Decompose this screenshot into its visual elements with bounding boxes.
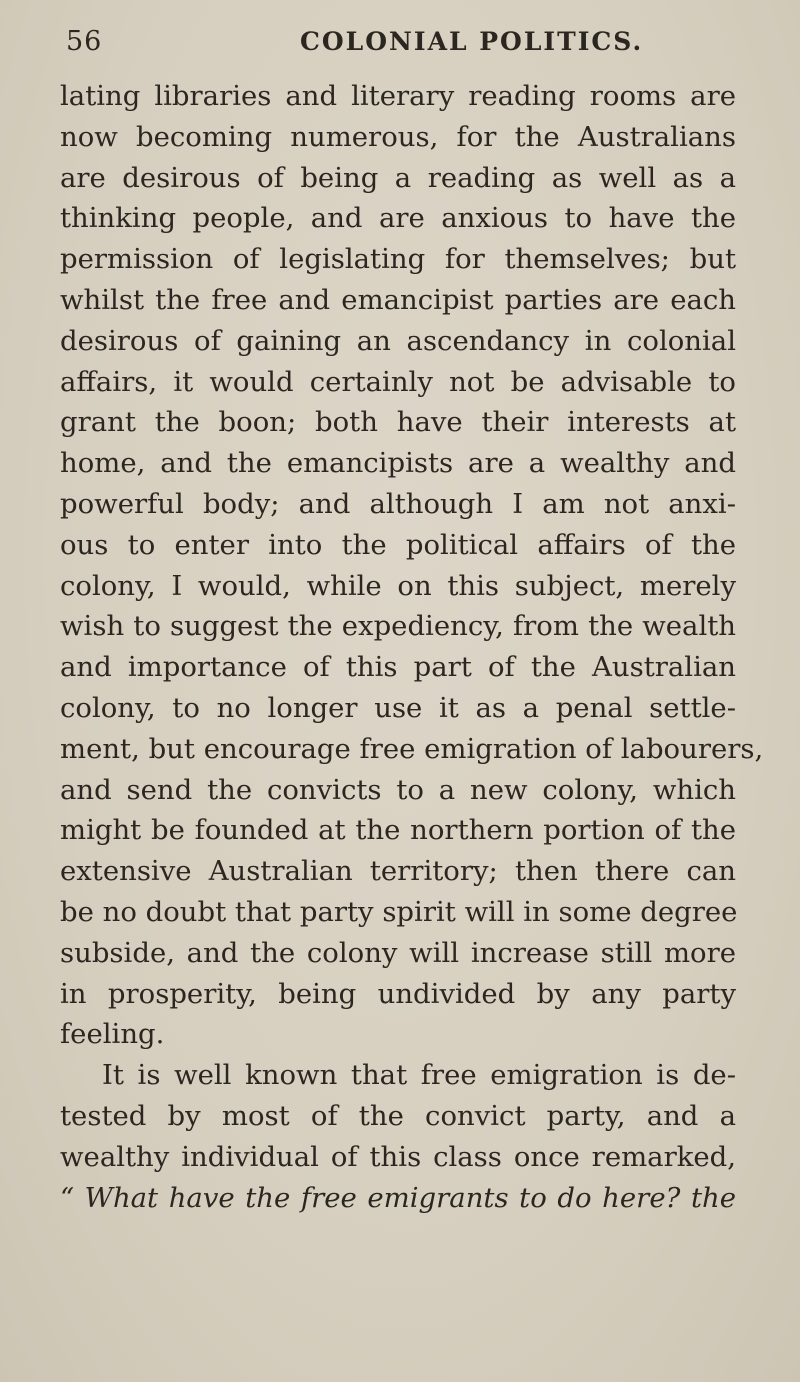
text-line: wealthy individual of this class once remarked, — [60, 1140, 736, 1173]
text-line: whilst the free and emancipist parties are each — [60, 283, 736, 316]
text-line: tested by most of the convict party, and a — [60, 1099, 736, 1132]
text-line: might be founded at the northern portion of the — [60, 814, 736, 847]
text-line: grant the boon; both have their interests at — [60, 406, 736, 439]
text-line: home, and the emancipists are a wealthy and — [60, 447, 736, 480]
text-line: extensive Australian territory; then there can — [60, 855, 736, 888]
text-line: ment, but encourage free emigration of labourers, — [60, 732, 764, 765]
text-line: powerful body; and although I am not anxi- — [60, 487, 736, 520]
text-line: permission of legislating for themselves; but — [60, 243, 736, 276]
text-line: and importance of this part of the Australian — [60, 651, 736, 684]
text-line: colony, I would, while on this subject, merely — [60, 569, 736, 602]
text-line: wish to suggest the expediency, from the wealth — [60, 610, 736, 643]
text-line: thinking people, and are anxious to have the — [60, 202, 736, 235]
text-line: ous to enter into the political affairs of the — [60, 528, 736, 561]
text-line: subside, and the colony will increase still more — [60, 936, 736, 969]
page-number: 56 — [66, 26, 103, 57]
text-line: It is well known that free emigration is de- — [102, 1059, 736, 1092]
text-line: be no doubt that party spirit will in some degree — [60, 895, 738, 928]
text-line: are desirous of being a reading as well as a — [60, 161, 736, 194]
text-line: “ What have the free emigrants to do here? the — [60, 1181, 736, 1214]
text-line: feeling. — [60, 1018, 165, 1051]
text-line: and send the convicts to a new colony, which — [60, 773, 736, 806]
running-head: COLONIAL POLITICS. — [300, 27, 644, 56]
text-line: desirous of gaining an ascendancy in colonial — [60, 324, 736, 357]
text-line: lating libraries and literary reading rooms are — [60, 80, 736, 112]
text-line: colony, to no longer use it as a penal settle- — [60, 691, 736, 724]
body-text — [60, 76, 764, 1218]
text-line: affairs, it would certainly not be advisable to — [60, 365, 736, 398]
text-line: now becoming numerous, for the Australians — [60, 120, 736, 153]
text-line: in prosperity, being undivided by any party — [60, 977, 736, 1010]
page-header — [0, 24, 800, 60]
